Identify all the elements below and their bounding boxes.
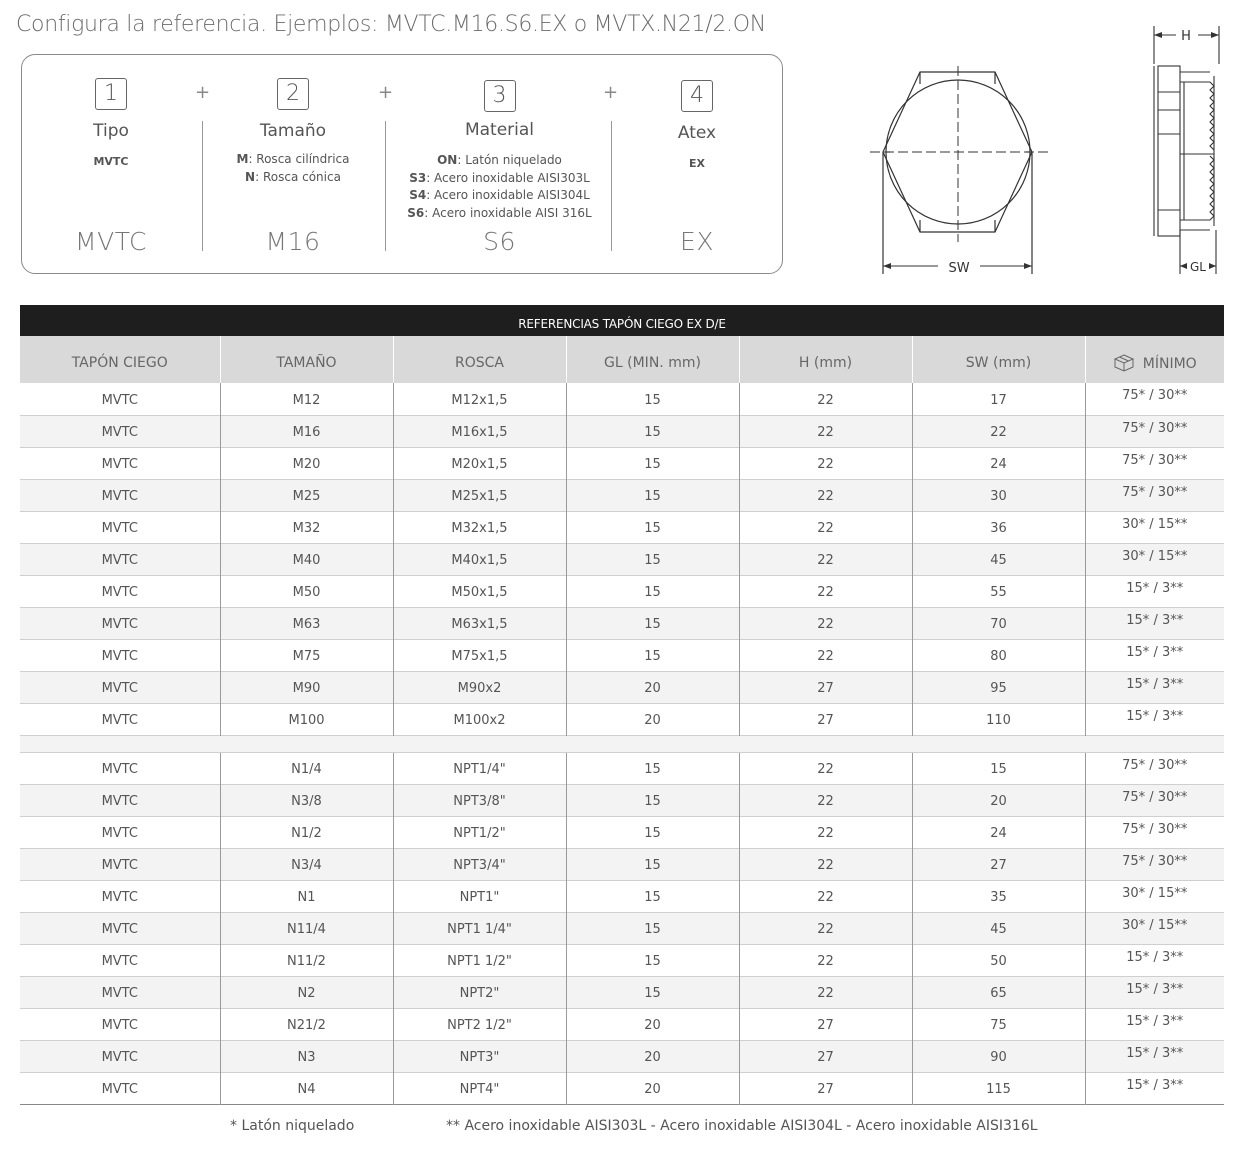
table-row — [20, 479, 1224, 511]
column-options — [397, 152, 602, 222]
cell-tapon-ciego: MVTC — [20, 848, 220, 880]
cell-h: 27 — [739, 671, 912, 703]
cell-tamano: N3/8 — [220, 784, 393, 816]
table-row — [20, 752, 1224, 784]
table-row — [20, 944, 1224, 976]
cell-gl: 15 — [566, 511, 739, 543]
cell-h: 22 — [739, 383, 912, 415]
cell-minimo: 75* / 30** — [1122, 452, 1188, 468]
cell-tapon-ciego: MVTC — [20, 415, 220, 447]
cell-sw: 65 — [912, 976, 1085, 1008]
cell-rosca: M100x2 — [393, 703, 566, 735]
cell-tapon-ciego: MVTC — [20, 752, 220, 784]
cell-h: 22 — [739, 479, 912, 511]
cell-h: 22 — [739, 784, 912, 816]
table-row — [20, 383, 1224, 415]
option-line: N: Rosca cónica — [245, 169, 341, 184]
cell-rosca: M32x1,5 — [393, 511, 566, 543]
page-heading: Configura la referencia. Ejemplos: MVTC.M16.S6.EX o MVTX.N21/2.ON — [16, 12, 766, 37]
cell-sw: 55 — [912, 575, 1085, 607]
cell-sw: 70 — [912, 607, 1085, 639]
cell-rosca: NPT3/4" — [393, 848, 566, 880]
table-row — [20, 639, 1224, 671]
cell-minimo: 15* / 3** — [1126, 949, 1184, 965]
header-sw: SW (mm) — [912, 336, 1085, 383]
hex-front-view-drawing — [868, 64, 1053, 284]
cell-rosca: M25x1,5 — [393, 479, 566, 511]
column-title: Tipo — [93, 121, 129, 141]
step-number: 4 — [681, 80, 713, 112]
example-value: EX — [680, 227, 714, 256]
cell-tamano: N1/4 — [220, 752, 393, 784]
cell-rosca: M90x2 — [393, 671, 566, 703]
cell-h: 22 — [739, 543, 912, 575]
cell-sw: 95 — [912, 671, 1085, 703]
header-tamano: TAMAÑO — [220, 336, 393, 383]
cell-tamano: M25 — [220, 479, 393, 511]
cell-minimo: 30* / 15** — [1085, 543, 1224, 575]
group-separator-cell — [20, 735, 1224, 752]
plus-sign: + — [195, 82, 211, 103]
cell-minimo: 75* / 30** — [1122, 388, 1188, 403]
table-row — [20, 880, 1224, 912]
cell-tapon-ciego: MVTC — [20, 912, 220, 944]
cell-tapon-ciego: MVTC — [20, 479, 220, 511]
cell-rosca: NPT2" — [393, 976, 566, 1008]
cell-rosca: M63x1,5 — [393, 607, 566, 639]
plus-sign: + — [378, 82, 394, 103]
column-title: Tamaño — [259, 121, 327, 141]
cell-sw: 36 — [912, 511, 1085, 543]
cell-h: 22 — [739, 944, 912, 976]
cell-tamano: M90 — [220, 671, 393, 703]
header-gl: GL (MIN. mm) — [566, 336, 739, 383]
cell-gl: 15 — [566, 479, 739, 511]
cell-h: 22 — [739, 912, 912, 944]
cell-sw: 75 — [912, 1008, 1085, 1040]
cell-gl: 15 — [566, 912, 739, 944]
config-column-atex — [632, 55, 762, 273]
h-dimension-label: H — [1181, 29, 1191, 44]
cell-tapon-ciego: MVTC — [20, 944, 220, 976]
cell-gl: 15 — [566, 848, 739, 880]
column-divider — [611, 121, 612, 251]
header-tapon-ciego: TAPÓN CIEGO — [20, 336, 220, 383]
cell-minimo: 30* / 15** — [1122, 516, 1188, 532]
cell-rosca: NPT3/8" — [393, 784, 566, 816]
column-divider — [385, 121, 386, 251]
cell-sw: 24 — [912, 447, 1085, 479]
config-column-material — [397, 55, 602, 273]
cell-tapon-ciego: MVTC — [20, 784, 220, 816]
cell-sw: 90 — [912, 1040, 1085, 1072]
cell-tapon-ciego: MVTC — [20, 575, 220, 607]
column-options — [214, 151, 372, 186]
cell-tapon-ciego: MVTC — [20, 976, 220, 1008]
cell-tapon-ciego: MVTC — [20, 607, 220, 639]
cell-tamano: N1 — [220, 880, 393, 912]
cell-sw: 30 — [912, 479, 1085, 511]
cell-rosca: NPT4" — [393, 1072, 566, 1104]
cell-minimo: 15* / 3** — [1126, 1013, 1184, 1029]
cell-sw: 24 — [912, 816, 1085, 848]
footnote-stainless: ** Acero inoxidable AISI303L - Acero inoxidable AISI304L - Acero inoxidable AISI316L — [446, 1118, 1038, 1134]
cell-minimo: 15* / 3** — [1126, 644, 1184, 660]
cell-h: 22 — [739, 880, 912, 912]
cell-h: 27 — [739, 1008, 912, 1040]
cell-h: 22 — [739, 848, 912, 880]
cell-rosca: M75x1,5 — [393, 639, 566, 671]
header-minimo: MÍNIMO — [1085, 336, 1224, 383]
cell-rosca: NPT1" — [393, 880, 566, 912]
cell-tapon-ciego: MVTC — [20, 383, 220, 415]
cell-sw: 45 — [912, 543, 1085, 575]
cell-minimo: 15* / 3** — [1126, 580, 1184, 596]
header-rosca: ROSCA — [393, 336, 566, 383]
cell-sw: 15 — [912, 752, 1085, 784]
example-value: MVTC — [75, 227, 147, 256]
cell-gl: 15 — [566, 784, 739, 816]
table-row — [20, 1040, 1224, 1072]
cell-tamano: M12 — [220, 383, 393, 415]
cell-gl: 15 — [566, 607, 739, 639]
cell-minimo: 15* / 3** — [1085, 607, 1224, 639]
config-column-tamano — [214, 55, 372, 273]
table-row — [20, 703, 1224, 735]
cell-minimo: 15* / 3** — [1085, 1040, 1224, 1072]
cell-minimo: 15* / 3** — [1126, 708, 1184, 724]
cell-rosca: M50x1,5 — [393, 575, 566, 607]
step-number: 2 — [277, 78, 309, 110]
cell-sw: 115 — [912, 1072, 1085, 1104]
box-icon — [1113, 354, 1135, 372]
cell-minimo: 75* / 30** — [1085, 479, 1224, 511]
cell-h: 27 — [739, 703, 912, 735]
cell-tamano: N1/2 — [220, 816, 393, 848]
cell-rosca: NPT1 1/4" — [393, 912, 566, 944]
cell-gl: 15 — [566, 880, 739, 912]
table-row — [20, 607, 1224, 639]
cell-rosca: M12x1,5 — [393, 383, 566, 415]
table-row — [20, 912, 1224, 944]
cell-tapon-ciego: MVTC — [20, 671, 220, 703]
cell-sw: 22 — [912, 415, 1085, 447]
column-code: EX — [689, 157, 705, 170]
cell-h: 22 — [739, 976, 912, 1008]
cell-tamano: M16 — [220, 415, 393, 447]
cell-tamano: M100 — [220, 703, 393, 735]
cell-tamano: M75 — [220, 639, 393, 671]
cell-tamano: M63 — [220, 607, 393, 639]
cell-gl: 20 — [566, 1072, 739, 1104]
cell-minimo: 15* / 3** — [1126, 1077, 1184, 1093]
cell-minimo: 75* / 30** — [1085, 784, 1224, 816]
cell-rosca: NPT1/2" — [393, 816, 566, 848]
table-row — [20, 848, 1224, 880]
cell-tamano: N3/4 — [220, 848, 393, 880]
cell-tamano: M40 — [220, 543, 393, 575]
example-value: S6 — [483, 227, 516, 256]
cell-gl: 15 — [566, 575, 739, 607]
cell-tapon-ciego: MVTC — [20, 816, 220, 848]
column-divider — [202, 121, 203, 251]
cell-h: 22 — [739, 607, 912, 639]
cell-minimo: 15* / 3** — [1085, 671, 1224, 703]
cell-gl: 15 — [566, 415, 739, 447]
cell-sw: 110 — [912, 703, 1085, 735]
cell-tapon-ciego: MVTC — [20, 1072, 220, 1104]
cell-gl: 20 — [566, 671, 739, 703]
cell-tamano: N21/2 — [220, 1008, 393, 1040]
cell-tamano: M32 — [220, 511, 393, 543]
table-row — [20, 543, 1224, 575]
cell-sw: 27 — [912, 848, 1085, 880]
cell-sw: 20 — [912, 784, 1085, 816]
cell-sw: 17 — [912, 383, 1085, 415]
sw-dimension-label: SW — [948, 261, 970, 276]
group-separator-row — [20, 735, 1224, 752]
table-row — [20, 1072, 1224, 1104]
cell-rosca: M40x1,5 — [393, 543, 566, 575]
cell-minimo: 75* / 30** — [1122, 757, 1188, 773]
cell-tamano: N4 — [220, 1072, 393, 1104]
cell-gl: 15 — [566, 447, 739, 479]
cell-tapon-ciego: MVTC — [20, 1008, 220, 1040]
column-code: MVTC — [93, 155, 129, 168]
cell-minimo: 30* / 15** — [1085, 912, 1224, 944]
cell-tamano: N11/4 — [220, 912, 393, 944]
cell-tapon-ciego: MVTC — [20, 880, 220, 912]
column-title: Material — [464, 120, 535, 140]
cell-sw: 50 — [912, 944, 1085, 976]
cell-gl: 15 — [566, 944, 739, 976]
step-number: 3 — [484, 80, 516, 112]
cell-tamano: M20 — [220, 447, 393, 479]
column-title: Atex — [677, 123, 717, 143]
cell-h: 22 — [739, 752, 912, 784]
table-row — [20, 1008, 1224, 1040]
cell-gl: 20 — [566, 1040, 739, 1072]
cell-tamano: M50 — [220, 575, 393, 607]
cell-sw: 35 — [912, 880, 1085, 912]
table-body — [20, 383, 1224, 1104]
cell-minimo: 30* / 15** — [1122, 885, 1188, 901]
table-row — [20, 511, 1224, 543]
cell-h: 22 — [739, 639, 912, 671]
cell-gl: 15 — [566, 752, 739, 784]
table-row — [20, 816, 1224, 848]
cell-minimo: 75* / 30** — [1085, 848, 1224, 880]
option-line: S3: Acero inoxidable AISI303L — [409, 170, 590, 185]
table-row — [20, 671, 1224, 703]
cell-rosca: NPT1 1/2" — [393, 944, 566, 976]
cell-gl: 20 — [566, 703, 739, 735]
cell-gl: 20 — [566, 1008, 739, 1040]
example-value: M16 — [265, 227, 321, 256]
table-row — [20, 784, 1224, 816]
cell-sw: 80 — [912, 639, 1085, 671]
cell-h: 27 — [739, 1040, 912, 1072]
table-header-row — [20, 336, 1224, 383]
side-profile-drawing — [1140, 24, 1230, 279]
cell-minimo: 15* / 3** — [1085, 976, 1224, 1008]
cell-minimo: 75* / 30** — [1085, 415, 1224, 447]
option-line: S4: Acero inoxidable AISI304L — [409, 188, 590, 202]
table-row — [20, 575, 1224, 607]
cell-tapon-ciego: MVTC — [20, 447, 220, 479]
table-title: REFERENCIAS TAPÓN CIEGO EX D/E — [20, 305, 1224, 336]
gl-dimension-label: GL — [1190, 260, 1206, 274]
table-row — [20, 415, 1224, 447]
table-row — [20, 976, 1224, 1008]
cell-gl: 15 — [566, 543, 739, 575]
step-number: 1 — [95, 78, 127, 110]
cell-tamano: N2 — [220, 976, 393, 1008]
cell-rosca: M20x1,5 — [393, 447, 566, 479]
cell-tamano: N11/2 — [220, 944, 393, 976]
plus-sign: + — [603, 82, 619, 103]
reference-configurator — [21, 54, 783, 274]
cell-h: 22 — [739, 575, 912, 607]
cell-rosca: NPT1/4" — [393, 752, 566, 784]
cell-h: 22 — [739, 447, 912, 479]
option-line: M: Rosca cilíndrica — [236, 152, 350, 166]
footnote-brass: * Latón niquelado — [230, 1118, 355, 1134]
cell-rosca: M16x1,5 — [393, 415, 566, 447]
cell-rosca: NPT3" — [393, 1040, 566, 1072]
references-table-section — [20, 305, 1224, 1105]
cell-tapon-ciego: MVTC — [20, 639, 220, 671]
cell-sw: 45 — [912, 912, 1085, 944]
cell-h: 22 — [739, 511, 912, 543]
cell-gl: 15 — [566, 383, 739, 415]
header-h: H (mm) — [739, 336, 912, 383]
cell-h: 22 — [739, 816, 912, 848]
cell-h: 27 — [739, 1072, 912, 1104]
option-line: S6: Acero inoxidable AISI 316L — [407, 205, 592, 220]
cell-h: 22 — [739, 415, 912, 447]
cell-gl: 15 — [566, 816, 739, 848]
references-table — [20, 336, 1224, 1105]
cell-gl: 15 — [566, 976, 739, 1008]
cell-tapon-ciego: MVTC — [20, 511, 220, 543]
cell-tapon-ciego: MVTC — [20, 1040, 220, 1072]
option-line: ON: Latón niquelado — [437, 153, 562, 167]
table-row — [20, 447, 1224, 479]
cell-gl: 15 — [566, 639, 739, 671]
config-column-tipo — [42, 55, 180, 273]
cell-minimo: 75* / 30** — [1122, 821, 1188, 837]
cell-tapon-ciego: MVTC — [20, 703, 220, 735]
cell-rosca: NPT2 1/2" — [393, 1008, 566, 1040]
cell-tapon-ciego: MVTC — [20, 543, 220, 575]
cell-tamano: N3 — [220, 1040, 393, 1072]
